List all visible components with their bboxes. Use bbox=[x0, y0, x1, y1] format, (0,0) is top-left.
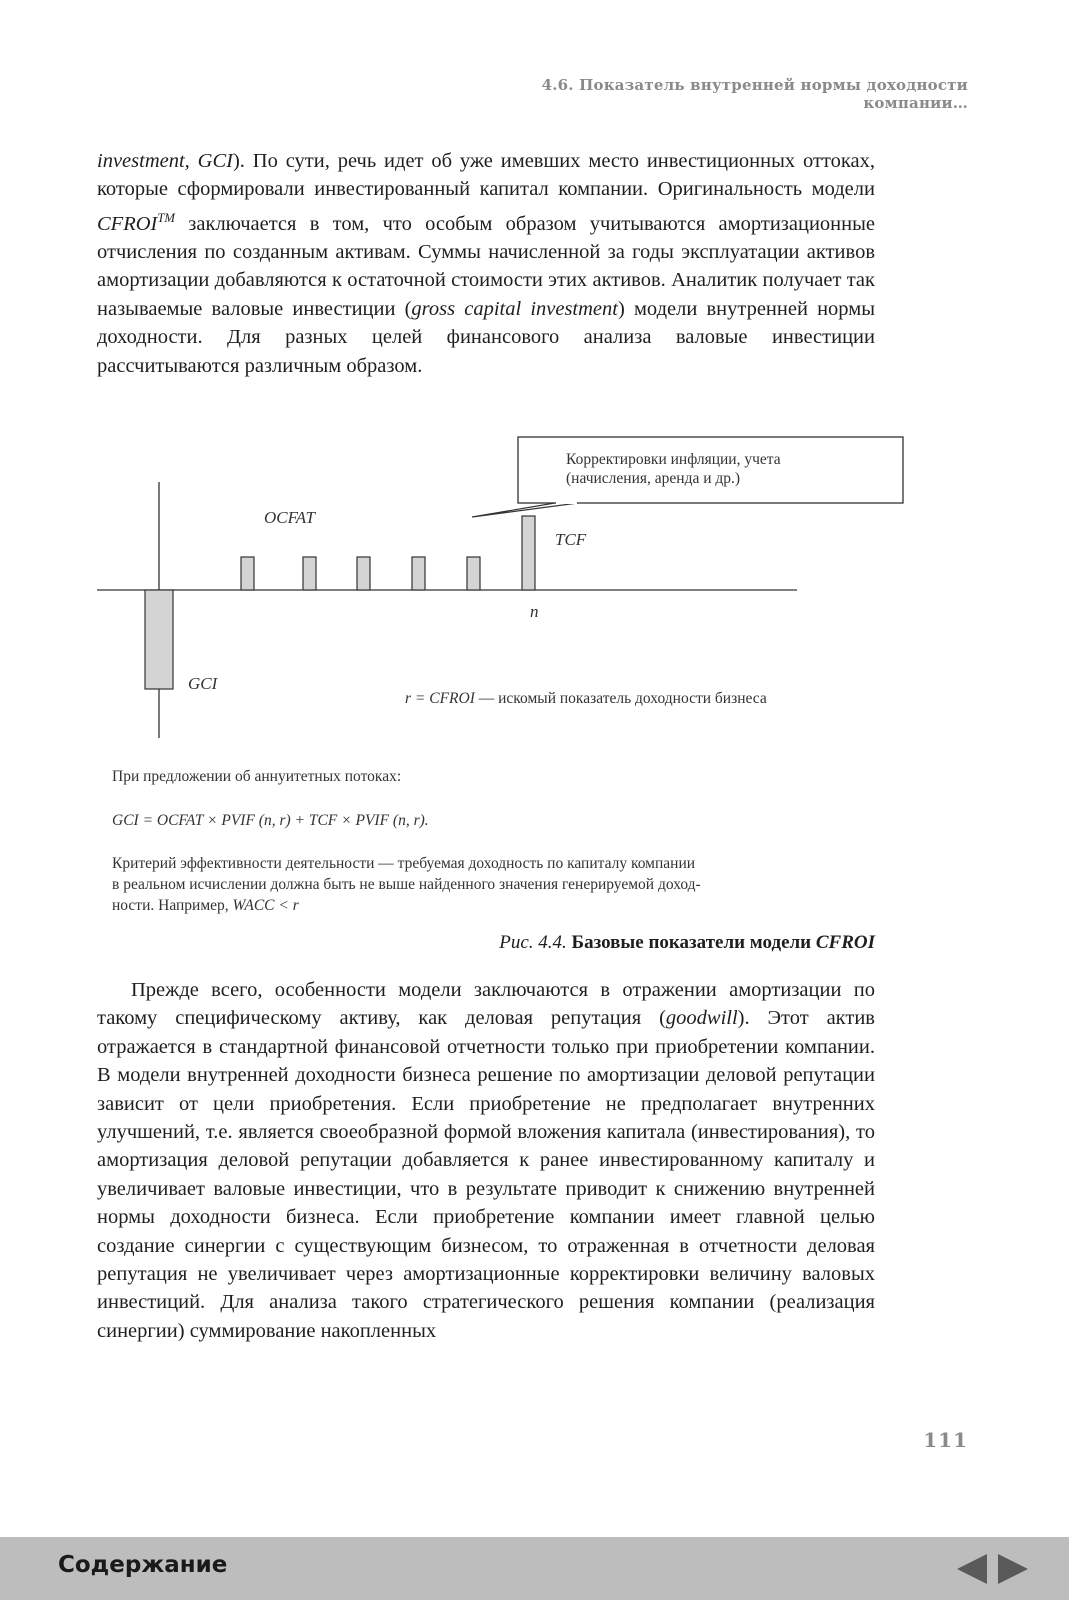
callout-line-2: (начисления, аренда и др.) bbox=[566, 470, 741, 487]
next-page-button[interactable] bbox=[996, 1553, 1030, 1585]
paragraph-1 bbox=[97, 147, 875, 380]
caption-number: Рис. 4.4. bbox=[499, 932, 567, 953]
ocfat-bar bbox=[412, 557, 425, 590]
r-definition bbox=[405, 690, 767, 708]
footer-bar bbox=[0, 1537, 1069, 1600]
tcf-label: TCF bbox=[555, 530, 587, 549]
text-run: заключается в том, что особым образом учитываются амортизационные отчисления по созданным активам. Суммы начисленной за годы эксплуатации активов амортизации добавляются к остаточной стоимости этих активов. Аналитик получает так называемые валовые инвестиции ( bbox=[97, 212, 875, 320]
ocfat-bar bbox=[467, 557, 480, 590]
running-head: 4.6. Показатель внутренней нормы доходности компании… bbox=[541, 76, 968, 112]
text-italic: investment, GCI bbox=[97, 150, 233, 172]
callout-pointer bbox=[472, 503, 578, 517]
triangle-right-icon bbox=[996, 1553, 1030, 1585]
ocfat-label: OCFAT bbox=[264, 508, 316, 527]
callout-text bbox=[566, 450, 866, 488]
figure-caption bbox=[300, 932, 875, 954]
criterion-line: Критерий эффективности деятельности — требуемая доходность по капиталу компании bbox=[112, 855, 696, 872]
formula: GCI = OCFAT × PVIF (n, r) + TCF × PVIF (n, r). bbox=[112, 812, 429, 829]
text-italic: goodwill bbox=[665, 1007, 738, 1030]
r-formula: r = CFROI bbox=[405, 690, 475, 707]
text-run: ). По сути, речь идет об уже имевших место инвестиционных оттоках, которые сформировали инвестированный капитал компании. Оригинальность модели bbox=[97, 150, 875, 201]
callout-line-1: Корректировки инфляции, учета bbox=[566, 451, 781, 468]
triangle-left-icon bbox=[955, 1553, 989, 1585]
paragraph-2 bbox=[97, 976, 875, 1345]
contents-link[interactable]: Содержание bbox=[58, 1552, 228, 1578]
gci-bar bbox=[145, 590, 173, 689]
caption-model: CFROI bbox=[815, 932, 875, 953]
prev-page-button[interactable] bbox=[955, 1553, 989, 1585]
text-run: ). Этот актив отражается в стандартной финансовой отчетности только при приобретении компании. В модели внутренней доходности бизнеса решение по амортизации деловой репутации зависит от цели приобретения. Если приобретение не предполагает внутренних улучшений, т.е. является своеобразной формой вложения капитала (инвестирования), то амортизация деловой репутации добавляется к ранее инвестированному капиталу и увеличивает валовые инвестиции, что в результате приводит к снижению внутренней нормы доходности бизнеса. Если приобретение компании имеет главной целью создание синергии с существующим бизнесом, то отраженная в отчетности деловая репутация не увеличивает через амортизационные корректировки величину валовых инвестиций. Для анализа такого стратегического решения компании (реализация синергии) суммирование накопленных bbox=[97, 1007, 875, 1342]
gci-label: GCI bbox=[188, 674, 218, 693]
criterion-text bbox=[112, 853, 872, 916]
text-italic: gross capital investment bbox=[411, 297, 618, 320]
ocfat-bar bbox=[357, 557, 370, 590]
criterion-line bbox=[112, 895, 872, 916]
text-run: Прежде всего, особенности модели заключаются в отражении амортизации по такому специфическому активу, как деловая репутация ( bbox=[97, 979, 875, 1030]
criterion-line: в реальном исчислении должна быть не выше найденного значения генерируемой доход- bbox=[112, 876, 701, 893]
n-label: n bbox=[530, 602, 539, 621]
trademark-sup: TM bbox=[157, 210, 176, 225]
page-number: 111 bbox=[923, 1428, 968, 1452]
criterion-text-run: ности. Например, bbox=[112, 897, 233, 914]
caption-title: Базовые показатели модели bbox=[566, 932, 816, 953]
text-italic: CFROI bbox=[97, 212, 158, 235]
criterion-formula: WACC < r bbox=[232, 897, 299, 914]
r-text: — искомый показатель доходности бизнеса bbox=[474, 690, 767, 707]
annuity-text: При предложении об аннуитетных потоках: bbox=[112, 768, 402, 785]
ocfat-bar bbox=[303, 557, 316, 590]
text-run: ) модели внутренней нормы доходности. Для разных целей финансового анализа валовые инвестиции рассчитываются различным образом. bbox=[97, 297, 875, 377]
tcf-bar bbox=[522, 516, 535, 590]
ocfat-bar bbox=[241, 557, 254, 590]
